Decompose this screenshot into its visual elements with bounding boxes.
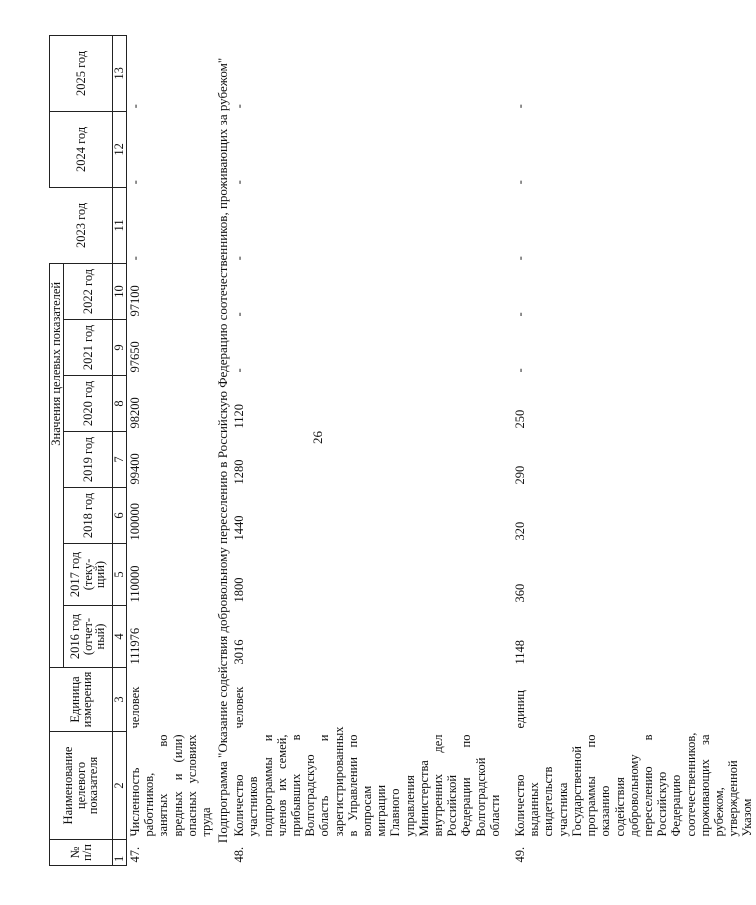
row-value: - xyxy=(232,368,247,373)
header-year-2021: 2021 год xyxy=(64,320,113,376)
row-value: 110000 xyxy=(128,565,142,603)
row-num: 48. xyxy=(232,846,247,863)
row-value: 97650 xyxy=(128,341,142,373)
row-name: Численность работников, занятых во вредных и (или) опасных условиях труда xyxy=(128,734,214,837)
row-value: - xyxy=(128,180,142,185)
header-row-1 xyxy=(50,35,64,865)
rotated-page-content xyxy=(49,36,755,866)
header-year-2024: 2024 год xyxy=(50,111,113,187)
column-number: 10 xyxy=(113,263,127,319)
column-number: 7 xyxy=(113,432,127,488)
column-number: 1 xyxy=(113,840,127,866)
table-row xyxy=(231,35,503,865)
row-value: 1440 xyxy=(232,515,247,541)
header-unit: Единица измерения xyxy=(50,668,113,732)
header-year-2022: 2022 год xyxy=(64,263,113,319)
target-indicators-table xyxy=(49,35,756,866)
header-num: № п/п xyxy=(50,840,113,866)
header-year-2016: 2016 год (отчет-ный) xyxy=(64,606,113,668)
header-year-2020: 2020 год xyxy=(64,376,113,432)
header-name: Наименование целевого показателя xyxy=(50,732,113,840)
header-year-2018: 2018 год xyxy=(64,488,113,544)
row-value: 97100 xyxy=(128,285,142,317)
row-value: - xyxy=(128,104,142,109)
row-num: 47. xyxy=(128,846,142,863)
row-name: Количество выданных свидетельств участника Государственной программы по оказанию содействия добровольному переселению в Российскую Федерацию соотечественников, проживающих за рубежом, утвержденной Указом xyxy=(513,732,755,837)
row-value: 111976 xyxy=(128,627,142,665)
table-body xyxy=(127,35,756,865)
column-number: 11 xyxy=(113,187,127,263)
row-value: - xyxy=(513,256,528,261)
row-value: 99400 xyxy=(128,453,142,485)
row-value: 1148 xyxy=(513,639,528,665)
row-value: 3016 xyxy=(232,639,247,665)
header-year-2023: 2023 год xyxy=(50,187,113,263)
row-num: 49. xyxy=(513,846,528,863)
column-number: 4 xyxy=(113,606,127,668)
row-unit: человек xyxy=(232,686,247,729)
column-number: 2 xyxy=(113,732,127,840)
row-value: 290 xyxy=(513,465,528,485)
column-number: 12 xyxy=(113,111,127,187)
column-number: 3 xyxy=(113,668,127,732)
row-value: - xyxy=(513,104,528,109)
row-value: - xyxy=(513,368,528,373)
header-group-title: Значения целевых показателей xyxy=(50,263,64,667)
column-number: 9 xyxy=(113,320,127,376)
row-value: - xyxy=(513,312,528,317)
row-value: 1280 xyxy=(232,459,247,485)
row-name: Количество участников подпрограммы и членов их семей, прибывших в Волгоградскую область и зарегистрированных в Управлении по вопросам миграции Главного управления Министерства внутренних дел Российской Федерации по Волгоградской области xyxy=(232,726,502,837)
row-value: 100000 xyxy=(128,503,142,541)
row-value: 98200 xyxy=(128,397,142,429)
column-number: 6 xyxy=(113,488,127,544)
row-value: 320 xyxy=(513,521,528,541)
row-value: - xyxy=(232,312,247,317)
row-value: 1120 xyxy=(232,403,247,429)
header-year-2019: 2019 год xyxy=(64,432,113,488)
column-number: 13 xyxy=(113,35,127,111)
table-row xyxy=(127,35,215,865)
row-value: - xyxy=(128,256,142,261)
row-value: - xyxy=(232,180,247,185)
header-year-2025: 2025 год xyxy=(50,35,113,111)
column-number: 5 xyxy=(113,544,127,606)
row-value: - xyxy=(232,256,247,261)
row-value: 1800 xyxy=(232,577,247,603)
table-row xyxy=(503,35,755,865)
column-number-row xyxy=(113,35,127,865)
row-value: 360 xyxy=(513,583,528,603)
row-unit: человек xyxy=(128,686,142,729)
row-value: - xyxy=(232,104,247,109)
subprogram-title: Подпрограмма "Оказание содействия добровольному переселению в Российскую Федерацию соотечественников, проживающих за рубежом" xyxy=(215,57,231,844)
row-value: 250 xyxy=(513,409,528,429)
column-number: 8 xyxy=(113,376,127,432)
subprogram-row xyxy=(214,35,231,865)
page-number: 26 xyxy=(310,431,325,444)
header-year-2017: 2017 год (теку-щий) xyxy=(64,544,113,606)
row-unit: единиц xyxy=(513,689,528,729)
row-value: - xyxy=(513,180,528,185)
